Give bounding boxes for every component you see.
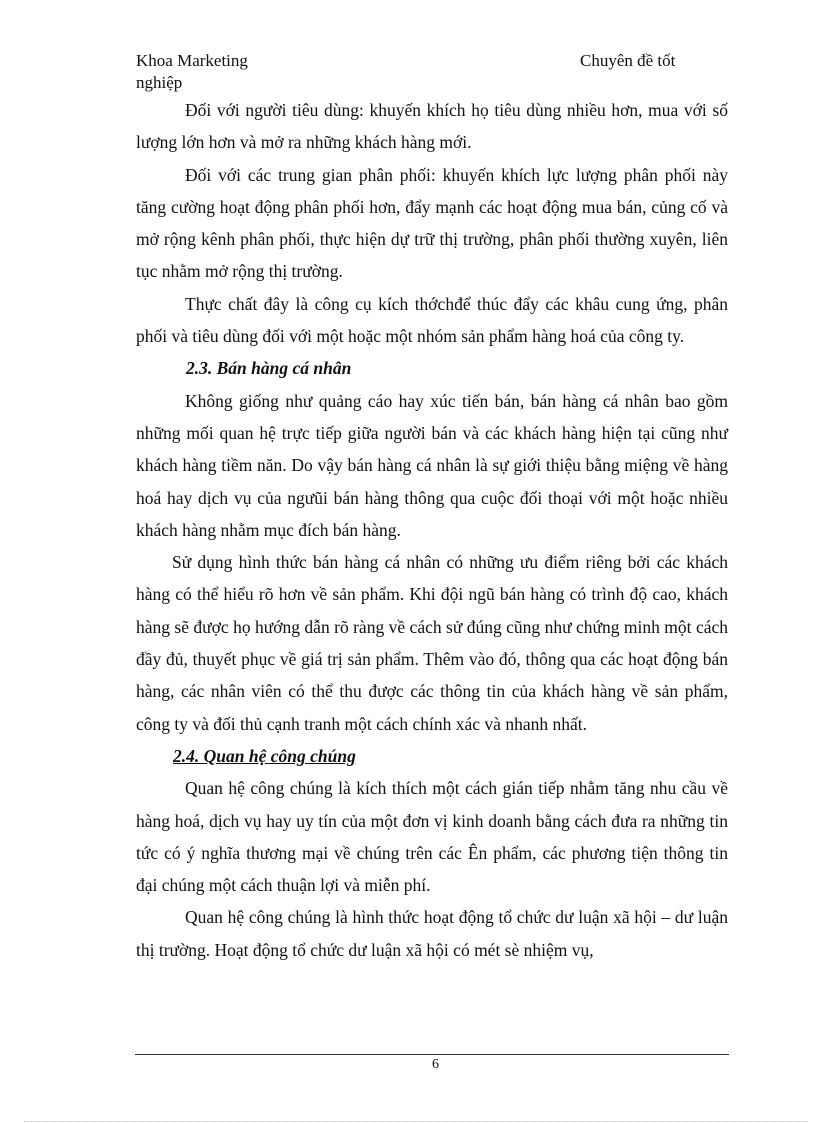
page-boundary [24,1121,808,1122]
paragraph-consumers: Đối với người tiêu dùng: khuyến khích họ tiêu dùng nhiều hơn, mua với số lượng lớn hơn và mở ra những khách hàng mới. [136,100,728,153]
paragraph-public-relations-opinion: Quan hệ công chúng là hình thức hoạt động tổ chức dư luận xã hội – dư luận thị trường. Hoạt động tổ chức dư luận xã hội có mét sè nhiệm vụ, [136,907,728,960]
header-faculty: Khoa Marketing [136,51,248,70]
footer-divider [135,1054,729,1055]
paragraph-essence: Thực chất đây là công cụ kích thớchđể thúc đẩy các khâu cung ứng, phân phối và tiêu dùng đối với một hoặc một nhóm sản phẩm hàng hoá của công ty. [136,293,728,347]
paragraph-intermediaries: Đối với các trung gian phân phối: khuyến khích lực lượng phân phối này tăng cường hoạt động phân phối hơn, đẩy mạnh các hoạt động mua bán, củng cố và mở rộng kênh phân phối, thực hiện dự trữ thị trường, phân phối thường xuyên, liên tục nhằm mở rộng thị trường. [136,164,728,282]
page-number: 6 [432,1057,439,1072]
header-title-continuation: nghiệp [136,73,183,92]
paragraph-personal-selling-definition: Không giống như quảng cáo hay xúc tiến bán, bán hàng cá nhân bao gồm những mối quan hệ trực tiếp giữa người bán và các khách hàng hiện tại cũng như khách hàng tiềm năn. Do vậy bán hàng cá nhân là sự giới thiệu bằng miệng về hàng hoá hay dịch vụ của ngưũi bán hàng thông qua cuộc đối thoại với một hoặc nhiều khách hàng nhằm mục đích bán hàng. [136,390,728,540]
section-heading-personal-selling: 2.3. Bán hàng cá nhân [186,358,352,379]
running-header-left [136,50,248,94]
header-document-title: Chuyên đề tốt [580,51,676,70]
section-heading-public-relations [136,740,728,772]
page-body [136,94,728,966]
section-heading-text: 2.4. Quan hệ công chúng [173,745,356,766]
paragraph-personal-selling-advantages: Sử dụng hình thức bán hàng cá nhân có những ưu điểm riêng bởi các khách hàng có thể hiểu rõ hơn về sản phẩm. Khi đội ngũ bán hàng có trình độ cao, khách hàng sẽ được họ hướng dẫn rõ ràng về cách sử đúng cũng như chứng minh một cách đầy đủ, thuyết phục về giá trị sản phẩm. Thêm vào đó, thông qua các hoạt động bán hàng, các nhân viên có thể thu được các thông tin của khách hàng về sản phẩm, công ty và đối thủ cạnh tranh một cách chính xác và nhanh nhất. [136,552,728,734]
paragraph-public-relations-definition: Quan hệ công chúng là kích thích một cách gián tiếp nhằm tăng nhu cầu về hàng hoá, dịch vụ hay uy tín của một đơn vị kinh doanh bằng cách đưa ra những tin tức có ý nghĩa thương mại về chúng trên các Ên phẩm, các phương tiện thông tin đại chúng một cách thuận lợi và miễn phí. [136,778,728,896]
